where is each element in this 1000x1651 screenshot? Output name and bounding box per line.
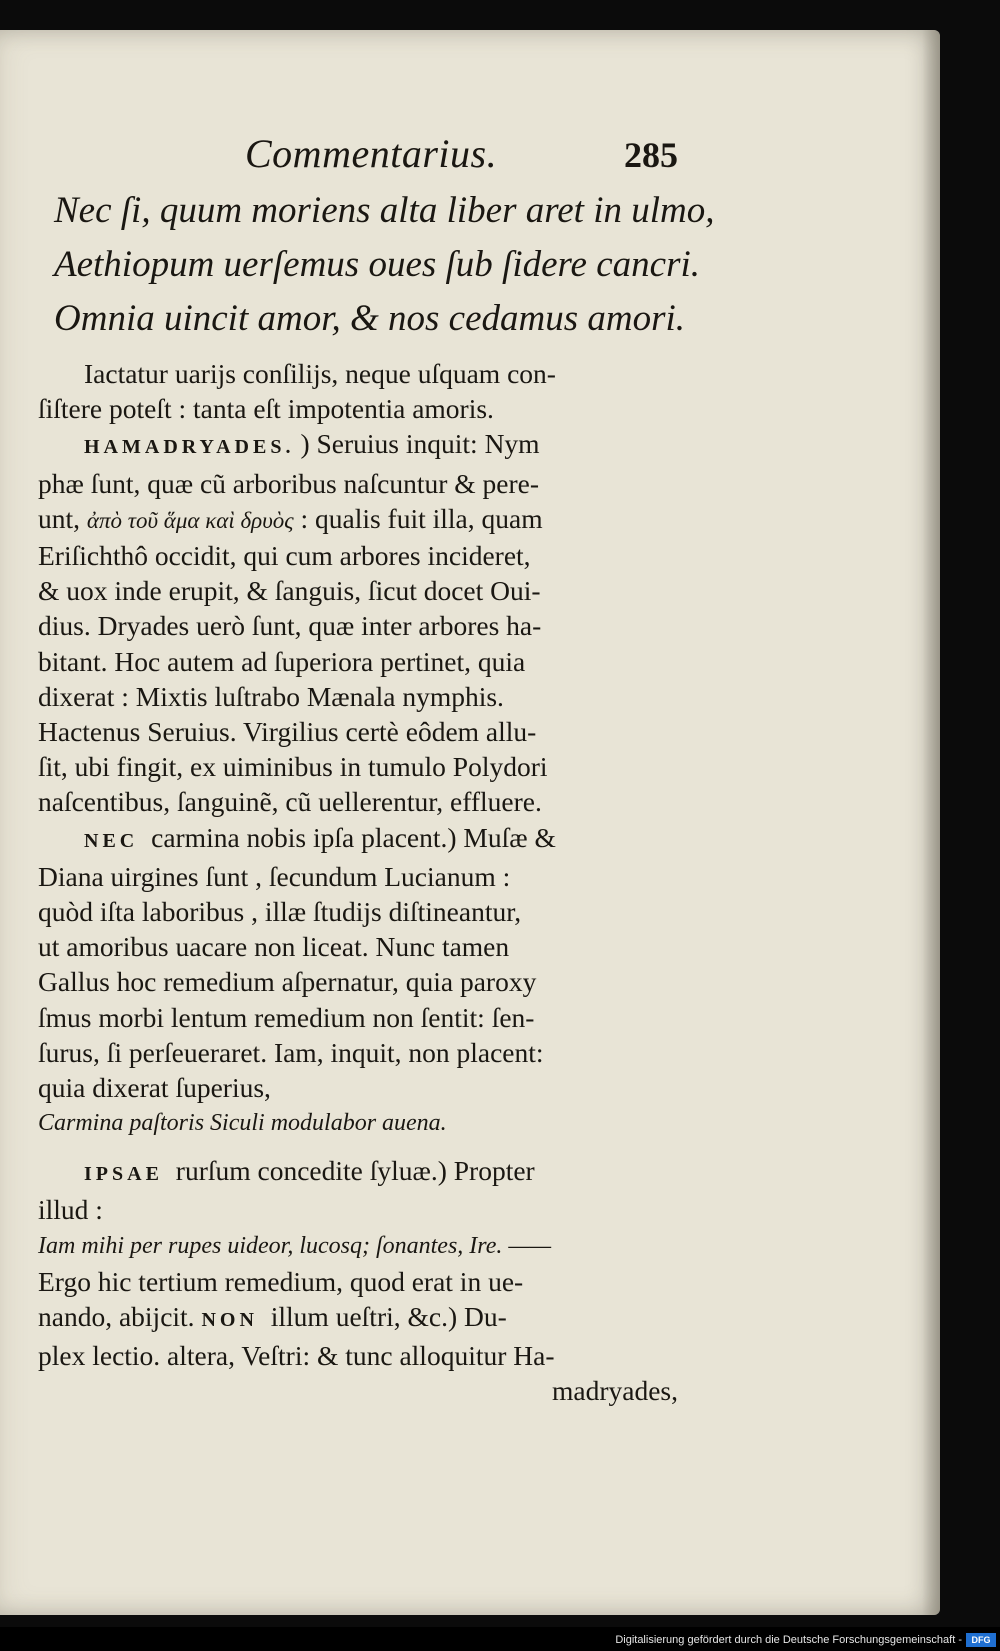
lemma: NON: [201, 1308, 258, 1331]
text-line: & uox inde erupit, & ſanguis, ſicut docet Oui-: [38, 575, 541, 607]
text-line: [38, 820, 678, 859]
greek-phrase: ἀπὸ τοῦ ἅμα καὶ δρυὸς: [86, 507, 294, 533]
text-line: Iactatur uarijs conſilijs, neque uſquam con-: [84, 358, 556, 389]
text-run: ) Seruius inquit: Nym: [300, 428, 540, 460]
verse-line: Nec ſi, quum moriens alta liber aret in ulmo,: [54, 190, 715, 231]
text-line: ſit, ubi fingit, ex uiminibus in tumulo Polydori: [38, 751, 548, 783]
text-line: ſiſtere poteſt : tanta eſt impotentia amoris.: [38, 393, 494, 425]
text-run: : qualis fuit illa, quam: [293, 502, 543, 534]
text-line: plex lectio. altera, Veſtri: & tunc alloquitur Ha-: [38, 1340, 555, 1372]
paragraph-3: [38, 820, 678, 1142]
spacer: [38, 1141, 678, 1153]
text-line: [38, 1299, 678, 1338]
text-line: ſurus, ſi perſeueraret. Iam, inquit, non placent:: [38, 1036, 544, 1068]
text-run: nando, abijcit.: [38, 1300, 202, 1332]
footer-bar: [0, 1627, 1000, 1651]
catchword: madryades,: [552, 1375, 678, 1407]
text-line: illud :: [38, 1194, 103, 1226]
page-edge-shadow: [922, 30, 940, 1615]
text-line: [38, 426, 678, 465]
lemma: NEC: [84, 829, 139, 852]
text-line: dius. Dryades uerò ſunt, quæ inter arbores ha-: [38, 610, 542, 642]
text-line: ſmus morbi lentum remedium non ſentit: ſen-: [38, 1001, 535, 1033]
running-title: Commentarius.: [245, 131, 498, 176]
text-line: Hactenus Seruius. Virgilius certè eôdem allu-: [38, 716, 537, 748]
text-line: phæ ſunt, quæ cũ arboribus naſcuntur & pere-: [38, 467, 540, 499]
text-line: ut amoribus uacare non liceat. Nunc tamen: [38, 931, 510, 963]
text-line: [38, 501, 678, 538]
text-line: quòd iſta laboribus , illæ ſtudijs diſtineantur,: [38, 896, 522, 928]
text-run: rurſum concedite ſyluæ.) Propter: [168, 1155, 535, 1187]
funding-credit: Digitalisierung gefördert durch die Deutsche Forschungsgemeinschaft -: [615, 1634, 962, 1646]
page-number: 285: [624, 135, 678, 175]
text-run: unt,: [38, 502, 87, 534]
lemma: HAMADRYADES.: [84, 436, 295, 459]
running-head: [38, 130, 678, 180]
text-line: Diana uirgines ſunt , ſecundum Lucianum :: [38, 860, 511, 892]
paragraph-4: [38, 1153, 678, 1408]
text-line: bitant. Hoc autem ad ſuperiora pertinet, quia: [38, 645, 526, 677]
text-line: Gallus hoc remedium aſpernatur, quia paroxy: [38, 966, 537, 998]
text-line: Ergo hic tertium remedium, quod erat in ue-: [38, 1265, 524, 1297]
paragraph-1: [38, 356, 678, 426]
text-run: carmina nobis ipſa placent.) Muſæ &: [144, 821, 556, 853]
dfg-logo: DFG: [966, 1633, 996, 1647]
quoted-verse: Carmina paſtoris Siculi modulabor auena.: [38, 1110, 447, 1137]
verse-line: Omnia uincit amor, & nos cedamus amori.: [54, 298, 686, 339]
quoted-verse: Iam mihi per rupes uideor, lucosq; ſonantes, Ire. ——: [38, 1232, 552, 1259]
text-line: quia dixerat ſuperius,: [38, 1072, 271, 1104]
text-run: illum ueſtri, &c.) Du-: [263, 1300, 507, 1332]
paragraph-2: [38, 426, 678, 819]
text-line: naſcentibus, ſanguinẽ, cũ uellerentur, effluere.: [38, 786, 542, 818]
verse-line: Aethiopum uerſemus oues ſub ſidere cancri.: [54, 244, 701, 285]
text-line: [38, 1153, 678, 1192]
text-line: Eriſichthô occidit, qui cum arbores incideret,: [38, 540, 531, 572]
text-block: [38, 130, 715, 1408]
text-line: dixerat : Mixtis luſtrabo Mænala nymphis.: [38, 680, 504, 712]
lemma: IPSAE: [84, 1163, 163, 1186]
verse-quotation: [54, 184, 715, 346]
book-page: [0, 30, 940, 1615]
